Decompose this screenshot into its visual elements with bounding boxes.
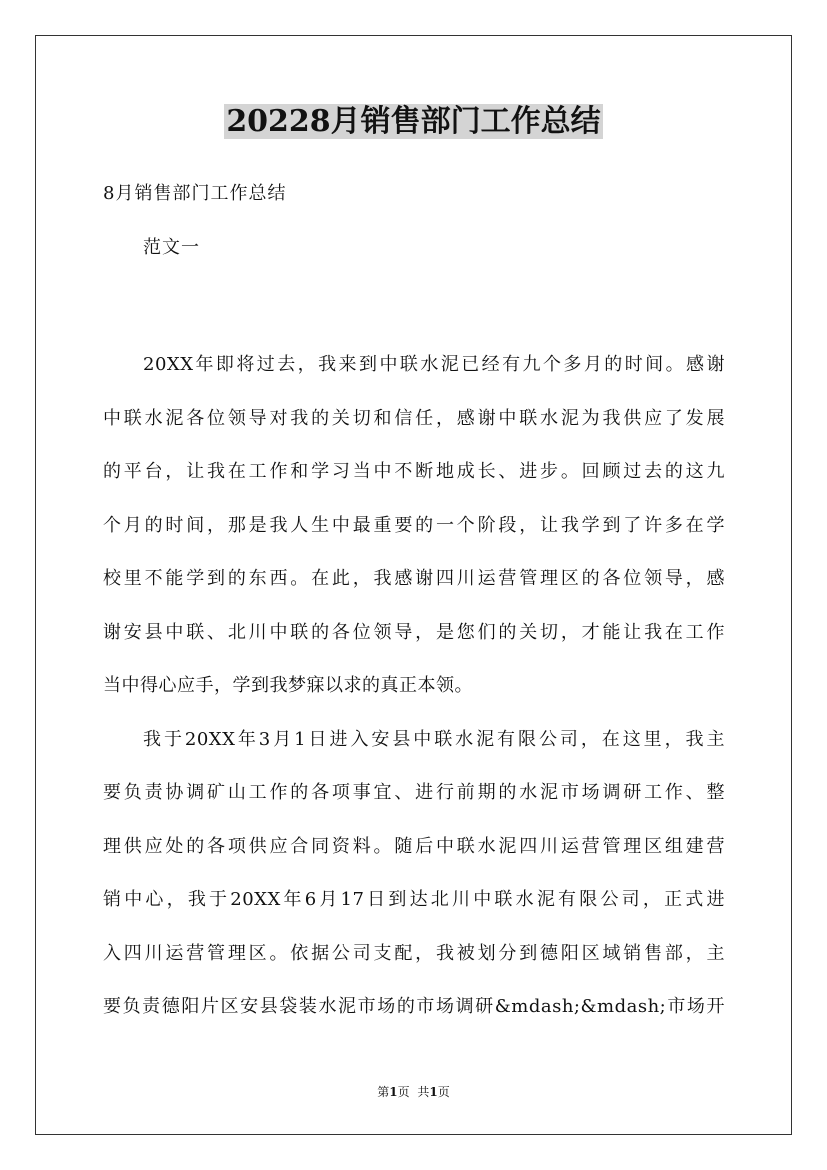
footer-prefix: 第: [377, 1085, 390, 1099]
document-subtitle: 8月销售部门工作总结: [103, 183, 287, 204]
paragraph-line: 校里不能学到的东西。在此，我感谢四川运营管理区的各位领导，感: [103, 568, 725, 589]
paragraph-line: 当中得心应手，学到我梦寐以求的真正本领。: [103, 675, 473, 696]
footer-total-prefix: 共: [417, 1085, 430, 1099]
paragraph-line: 中联水泥各位领导对我的关切和信任，感谢中联水泥为我供应了发展: [103, 407, 725, 429]
paragraph-line: 个月的时间，那是我人生中最重要的一个阶段，让我学到了许多在学: [103, 514, 725, 536]
paragraph-line: 20XX年即将过去，我来到中联水泥已经有九个多月的时间。感谢: [143, 354, 725, 375]
document-title-text: 20228月销售部门工作总结: [226, 104, 601, 139]
paragraph-line: 的平台，让我在工作和学习当中不断地成长、进步。回顾过去的这九: [103, 461, 725, 482]
document-body: [103, 338, 725, 1034]
footer-total-pages: 1: [429, 1085, 438, 1099]
document-title: [0, 100, 827, 144]
page-footer: [0, 1083, 827, 1101]
footer-total-suffix: 页: [437, 1085, 450, 1099]
paragraph-line: 要负责德阳片区安县袋装水泥市场的市场调研&mdash;&mdash;市场开: [103, 996, 725, 1017]
footer-page-suffix: 页: [397, 1085, 410, 1099]
paragraph-2: [103, 713, 725, 1034]
paragraph-line: 谢安县中联、北川中联的各位领导，是您们的关切，才能让我在工作: [103, 621, 725, 643]
paragraph-line: 我于20XX年3月1日进入安县中联水泥有限公司，在这里，我主: [143, 728, 725, 750]
paragraph-1: [103, 338, 725, 713]
paragraph-line: 销中心，我于20XX年6月17日到达北川中联水泥有限公司，正式进: [103, 889, 725, 910]
footer-page-number: 1: [389, 1085, 398, 1099]
paragraph-line: 要负责协调矿山工作的各项事宜、进行前期的水泥市场调研工作、整: [103, 782, 725, 803]
section-label: 范文一: [143, 237, 200, 258]
paragraph-line: 入四川运营管理区。依据公司支配，我被划分到德阳区域销售部，主: [103, 942, 725, 964]
paragraph-line: 理供应处的各项供应合同资料。随后中联水泥四川运营管理区组建营: [103, 835, 725, 857]
